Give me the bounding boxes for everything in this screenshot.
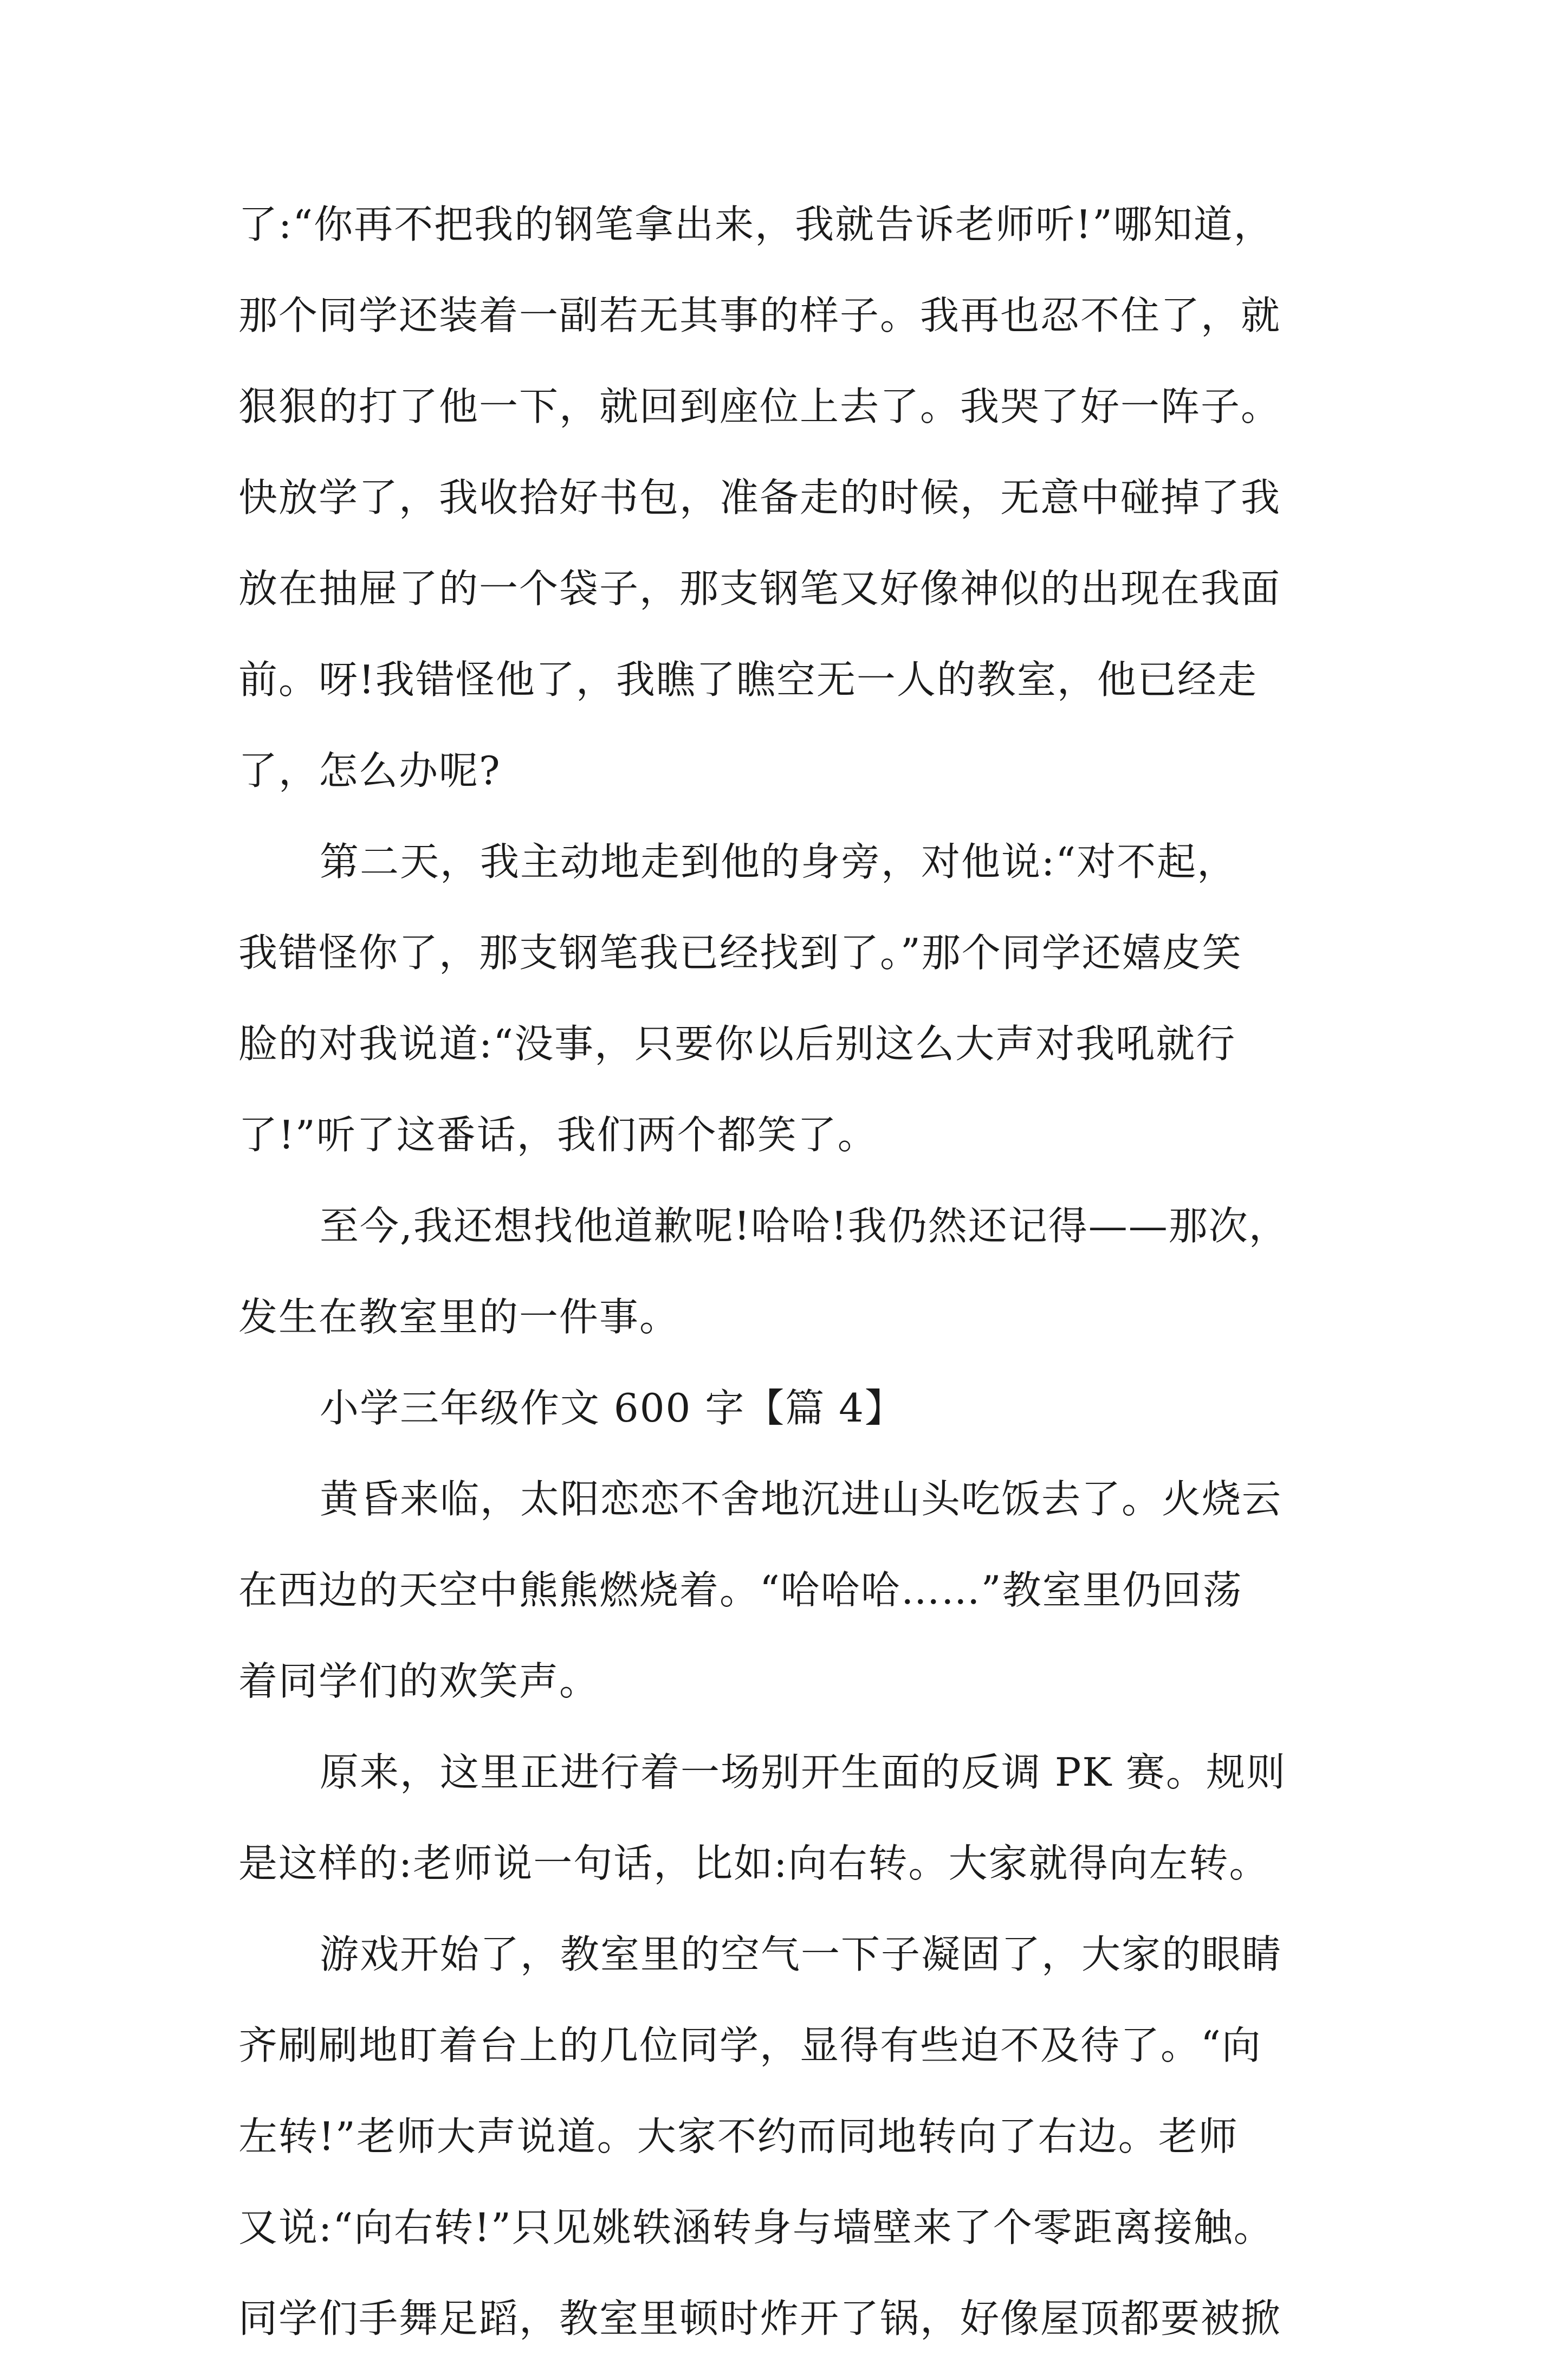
text-line: 是这样的:老师说一句话，比如:向右转。大家就得向左转。	[238, 1840, 1269, 1886]
text-line: 第二天，我主动地走到他的身旁，对他说:“对不起，	[320, 839, 1237, 884]
text-line: 那个同学还装着一副若无其事的样子。我再也忍不住了，就	[238, 293, 1281, 338]
text-line: 黄昏来临，太阳恋恋不舍地沉进山头吃饭去了。火烧云	[320, 1476, 1282, 1522]
text-line: 又说:“向右转!”只见姚轶涵转身与墙壁来了个零距离接触。	[238, 2205, 1274, 2250]
text-line: 放在抽屉了的一个袋子，那支钢笔又好像神似的出现在我面	[238, 566, 1281, 611]
text-line: 了:“你再不把我的钢笔拿出来，我就告诉老师听!”哪知道，	[238, 202, 1274, 247]
text-line: 了，怎么办呢?	[238, 748, 501, 793]
text-line: 游戏开始了，教室里的空气一下子凝固了，大家的眼睛	[320, 1932, 1282, 1977]
text-line: 了!”听了这番话，我们两个都笑了。	[238, 1112, 878, 1158]
text-line: 快放学了，我收拾好书包，准备走的时候，无意中碰掉了我	[238, 475, 1281, 520]
text-line: 至今,我还想找他道歉呢!哈哈!我仍然还记得——那次，	[320, 1203, 1289, 1249]
text-line: 我错怪你了，那支钢笔我已经找到了。”那个同学还嬉皮笑	[238, 930, 1242, 976]
text-line: 前。呀!我错怪他了，我瞧了瞧空无一人的教室，他已经走	[238, 657, 1258, 702]
text-line: 发生在教室里的一件事。	[238, 1294, 680, 1340]
text-line: 着同学们的欢笑声。	[238, 1658, 600, 1704]
essay-text-block	[238, 179, 1338, 2364]
text-line: 齐刷刷地盯着台上的几位同学，显得有些迫不及待了。“向	[238, 2023, 1262, 2068]
text-line: 小学三年级作文 600 字【篇 4】	[320, 1385, 905, 1431]
text-line: 左转!”老师大声说道。大家不约而同地转向了右边。老师	[238, 2114, 1239, 2159]
text-line: 狠狠的打了他一下，就回到座位上去了。我哭了好一阵子。	[238, 384, 1281, 429]
text-line: 脸的对我说道:“没事，只要你以后别这么大声对我吼就行	[238, 1021, 1236, 1067]
text-line: 同学们手舞足蹈，教室里顿时炸开了锅，好像屋顶都要被掀	[238, 2296, 1281, 2341]
text-line: 原来，这里正进行着一场别开生面的反调 PK 赛。规则	[320, 1749, 1287, 1795]
text-line: 在西边的天空中熊熊燃烧着。“哈哈哈……”教室里仍回荡	[238, 1567, 1243, 1613]
